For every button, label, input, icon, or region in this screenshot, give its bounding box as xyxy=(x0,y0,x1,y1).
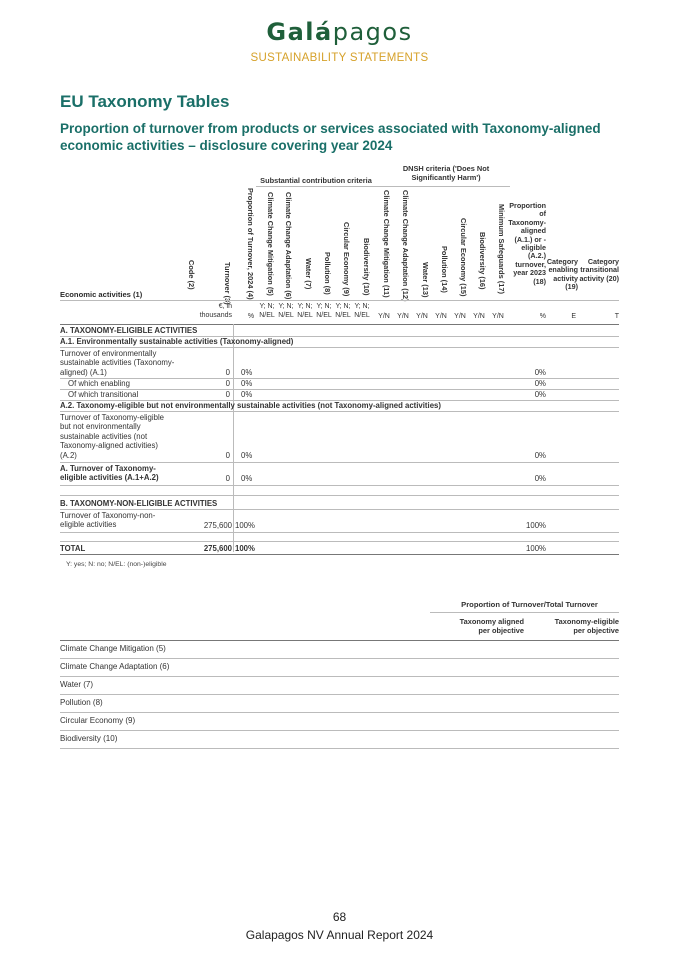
row-divider xyxy=(60,347,619,348)
row-enabling-prop-2023: 0% xyxy=(534,379,546,388)
unit-sc-circular: Y; N; N/EL xyxy=(335,303,351,319)
col-header-enabling: Category enabling activity (19) xyxy=(546,257,578,292)
col-header-proportion: Proportion of Turnover, 2024 (4) xyxy=(246,188,255,300)
company-logo xyxy=(0,18,679,46)
row-a2-label: Turnover of Taxonomy-eligible but not environmentally sustainable activities (not Taxonomy-aligned activities) (A.2) xyxy=(60,413,165,460)
row-divider xyxy=(60,462,619,463)
unit-enabling: E xyxy=(571,313,576,320)
row-divider xyxy=(60,748,619,749)
section-a-heading: A. TAXONOMY-ELIGIBLE ACTIVITIES xyxy=(60,326,198,335)
row-transitional-label: Of which transitional xyxy=(68,390,139,399)
row-a1-proportion: 0% xyxy=(241,368,253,377)
logo-bold-text: Galá xyxy=(266,18,333,46)
col-header-sc-biodiversity: Biodiversity (10) xyxy=(362,238,371,296)
col-header-sc-circular: Circular Economy (9) xyxy=(342,222,351,297)
unit-dnsh-pollution: Y/N xyxy=(435,313,447,320)
objective-row: Climate Change Mitigation (5) xyxy=(60,644,166,653)
col-header-dnsh-mitigation: Climate Change Mitigation (11) xyxy=(382,190,391,298)
col-header-sc-water: Water (7) xyxy=(304,258,313,290)
unit-dnsh-circular: Y/N xyxy=(454,313,466,320)
col-header-proportion-2023: Proportion of Taxonomy-aligned (A.1.) or -eligible (A.2.) turnover, year 2023 (18) xyxy=(508,201,546,286)
objective-row: Biodiversity (10) xyxy=(60,734,118,743)
col-header-dnsh-adaptation: Climate Change Adaptation (12) xyxy=(401,190,410,302)
row-divider xyxy=(60,532,619,533)
row-transitional-proportion: 0% xyxy=(241,390,253,399)
row-total-turnover: 275,600 xyxy=(203,544,232,553)
row-divider xyxy=(60,509,619,510)
unit-sc-pollution: Y; N; N/EL xyxy=(316,303,332,319)
unit-sc-adaptation: Y; N; N/EL xyxy=(278,303,294,319)
unit-sc-water: Y; N; N/EL xyxy=(297,303,313,319)
logo-light-text: pagos xyxy=(332,18,413,46)
group-header-dnsh: DNSH criteria ('Does Not Significantly Harm') xyxy=(402,164,490,182)
unit-turnover: €, in thousands xyxy=(199,303,232,319)
units-divider xyxy=(60,324,619,325)
col-header-dnsh-water: Water (13) xyxy=(421,262,430,298)
row-a-proportion: 0% xyxy=(241,474,253,483)
objective-row: Pollution (8) xyxy=(60,698,103,707)
section-label: SUSTAINABILITY STATEMENTS xyxy=(250,52,429,64)
row-divider xyxy=(60,495,619,496)
legend-note: Y: yes; N: no; N/EL: (non-)eligible xyxy=(66,561,167,568)
col-header-code: Code (2) xyxy=(187,260,196,290)
unit-sc-biodiversity: Y; N; N/EL xyxy=(354,303,370,319)
row-a-prop-2023: 0% xyxy=(534,474,546,483)
table-bottom-rule xyxy=(60,554,619,555)
objective-row: Climate Change Adaptation (6) xyxy=(60,662,170,671)
row-a1-label: Turnover of environmentally sustainable activities (Taxonomy-aligned) (A.1) xyxy=(60,349,175,377)
col-header-aligned: Taxonomy aligned per objective xyxy=(459,617,524,635)
report-title: Galapagos NV Annual Report 2024 xyxy=(245,928,434,942)
unit-sc-mitigation: Y; N; N/EL xyxy=(259,303,275,319)
row-b-prop-2023: 100% xyxy=(526,521,546,530)
row-enabling-proportion: 0% xyxy=(241,379,253,388)
col-header-eligible: Taxonomy-eligible per objective xyxy=(554,617,619,635)
section-a1-heading: A.1. Environmentally sustainable activities (Taxonomy-aligned) xyxy=(60,337,294,346)
col-header-dnsh-pollution: Pollution (14) xyxy=(440,246,449,293)
row-a2-proportion: 0% xyxy=(241,451,253,460)
group-header-underline xyxy=(256,186,510,187)
unit-dnsh-biodiversity: Y/N xyxy=(473,313,485,320)
group-header-substantial: Substantial contribution criteria xyxy=(260,176,372,185)
row-a1-prop-2023: 0% xyxy=(534,368,546,377)
page-title: EU Taxonomy Tables xyxy=(60,92,230,111)
row-a-label: A. Turnover of Taxonomy-eligible activities (A.1+A.2) xyxy=(60,464,159,483)
unit-proportion-2023: % xyxy=(539,313,546,320)
objective-row: Circular Economy (9) xyxy=(60,716,136,725)
col-header-activities: Economic activities (1) xyxy=(60,290,143,299)
unit-dnsh-adaptation: Y/N xyxy=(397,313,409,320)
row-b-label: Turnover of Taxonomy-non-eligible activities xyxy=(60,511,156,530)
row-divider xyxy=(60,485,619,486)
row-b-proportion: 100% xyxy=(235,521,255,530)
col-header-sc-adaptation: Climate Change Adaptation (6) xyxy=(284,192,293,300)
unit-dnsh-safeguards: Y/N xyxy=(492,313,504,320)
table-subtitle: Proportion of turnover from products or services associated with Taxonomy-aligned economic activities – disclosure covering year 2024 xyxy=(60,121,601,153)
row-enabling-turnover: 0 xyxy=(225,379,230,388)
col-header-turnover: Turnover (3) xyxy=(223,262,232,305)
row-total-proportion: 100% xyxy=(235,544,255,553)
row-enabling-label: Of which enabling xyxy=(68,379,130,388)
col-header-sc-mitigation: Climate Change Mitigation (5) xyxy=(266,192,275,296)
row-a-turnover: 0 xyxy=(225,474,230,483)
row-b-turnover: 275,600 xyxy=(203,521,232,530)
row-a1-turnover: 0 xyxy=(225,368,230,377)
col-header-sc-pollution: Pollution (8) xyxy=(323,252,332,295)
col-header-dnsh-safeguards: Minimum Safeguards (17) xyxy=(497,204,506,294)
row-transitional-prop-2023: 0% xyxy=(534,390,546,399)
col-header-transitional: Category transitional activity (20) xyxy=(579,257,619,283)
section-a2-heading: A.2. Taxonomy-eligible but not environmentally sustainable activities (not Taxonomy-aligned activities) xyxy=(60,401,441,410)
section-b-heading: B. TAXONOMY-NON-ELIGIBLE ACTIVITIES xyxy=(60,499,218,508)
unit-dnsh-water: Y/N xyxy=(416,313,428,320)
row-divider xyxy=(60,541,619,542)
row-divider xyxy=(60,411,619,412)
unit-proportion: % xyxy=(247,313,255,320)
taxonomy-turnover-table xyxy=(60,160,619,572)
body-column-divider xyxy=(233,324,234,552)
page-number: 68 xyxy=(332,910,347,924)
row-a2-turnover: 0 xyxy=(225,451,230,460)
unit-dnsh-mitigation: Y/N xyxy=(378,313,390,320)
row-a2-prop-2023: 0% xyxy=(534,451,546,460)
unit-transitional: T xyxy=(614,313,619,320)
group-header-underline xyxy=(430,612,619,613)
col-header-dnsh-circular: Circular Economy (15) xyxy=(459,218,468,297)
row-transitional-turnover: 0 xyxy=(225,390,230,399)
row-total-prop-2023: 100% xyxy=(526,544,546,553)
group-header-proportion: Proportion of Turnover/Total Turnover xyxy=(461,600,598,609)
col-header-dnsh-biodiversity: Biodiversity (16) xyxy=(478,232,487,290)
objective-row: Water (7) xyxy=(60,680,94,689)
header-divider xyxy=(60,300,619,301)
row-total-label: TOTAL xyxy=(60,544,86,553)
